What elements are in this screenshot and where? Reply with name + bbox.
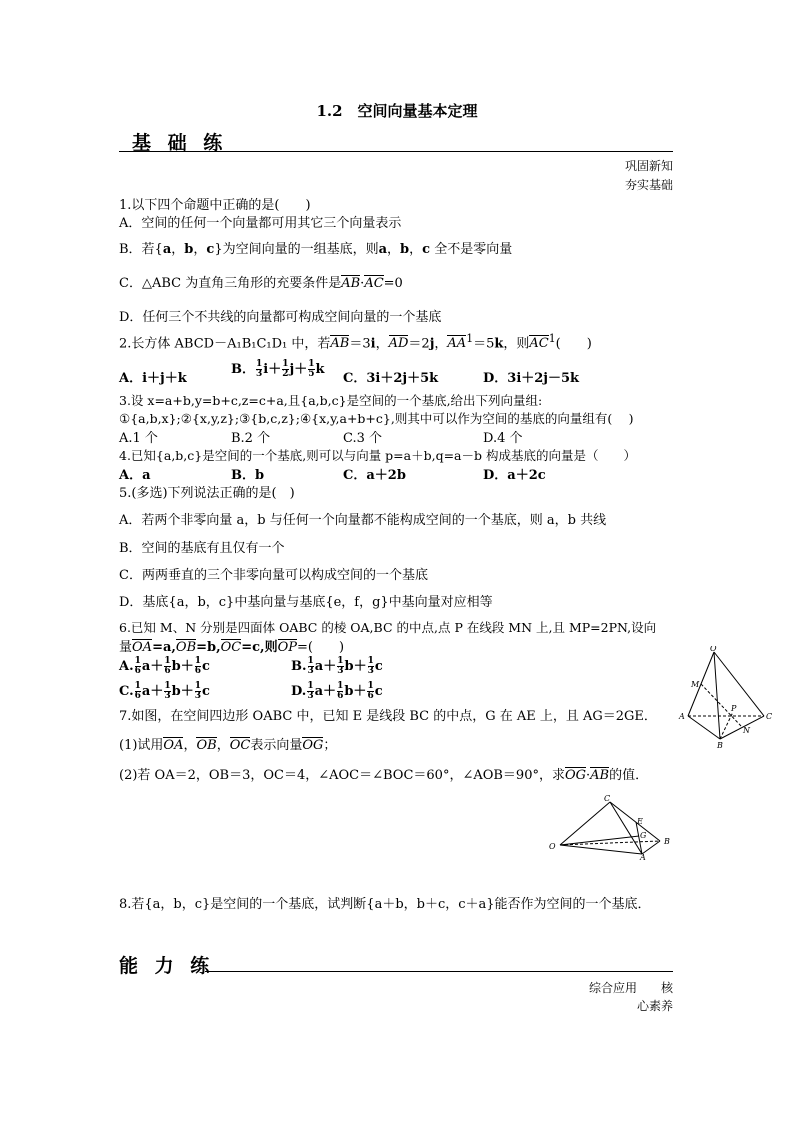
section-heading-basic: 基 础 练 [132,132,228,154]
option-5d: D．基底{a，b，c}中基向量与基底{e，f，g}中基向量对应相等 [119,595,493,610]
option-1d: D．任何三个不共线的向量都可构成空间向量的一个基底 [119,310,442,325]
vertex-label-n: N [743,726,750,735]
option-2d: D．3i＋2j－5k [483,371,580,386]
vertex-label-b: B [717,741,723,750]
option-5b: B．空间的基底有且仅有一个 [119,541,285,556]
option-2a: A．i＋j＋k [119,371,187,386]
option-4a: A．a [119,468,151,483]
option-4d: D．a＋2c [483,468,546,483]
section-note: 巩固新知 [624,159,673,173]
question-3-stem: 3.设 x=a+b,y=b+c,z=c+a,且{a,b,c}是空间的一个基底,给出下列向量组: [119,393,543,408]
option-6b: B. $\frac{1}{3}$ a＋ $\frac{1}{3}$ b＋ $\frac{1}{3}$ c [291,656,383,676]
vertex-label-a: A [679,712,685,721]
vertex-label-b2: B [664,837,670,846]
question-7-part1: (1)试用OA，OB，OC表示向量OG； [119,738,337,753]
vertex-label-a2: A [640,853,646,860]
vertex-label-o2: O [549,842,556,851]
question-3-items: ①{a,b,x};②{x,y,z};③{b,c,z};④{x,y,a+b+c},则其中可以作为空间的基底的向量组有( ) [119,411,634,426]
section-note: 综合应用 核 [588,981,673,995]
question-7-part2: (2)若 OA＝2，OB＝3，OC＝4，∠AOC＝∠BOC＝60°，∠AOB＝90°，求OG·AB的值． [119,768,649,783]
vertex-label-e: E [637,817,643,826]
question-6-line1: 6.已知 M、N 分别是四面体 OABC 的棱 OA,BC 的中点,点 P 在线段 MN 上,且 MP=2PN,设向 [119,620,657,635]
option-4b: B．b [231,468,265,483]
space-quadrilateral-figure [544,792,682,860]
question-1-stem: 1.以下四个命题中正确的是( ) [119,198,311,213]
vertex-label-m: M [691,680,700,689]
option-1b: B．若{a，b，c}为空间向量的一组基底，则a，b，c 全不是零向量 [119,242,513,257]
option-2b: B． $\frac{1}{3}$ i＋ $\frac{1}{2}$ j＋ $\frac{1}{5}$ k [231,359,325,379]
section-heading-ability: 能 力 练 [119,955,215,977]
question-5-stem: 5.(多选)下列说法正确的是( ) [119,486,295,501]
question-6-line2: 量OA=a,OB=b,OC=c,则OP=( ) [119,640,345,655]
option-5c: C．两两垂直的三个非零向量可以构成空间的一个基底 [119,568,428,583]
vertex-label-g: G [640,831,647,840]
option-6d: D. $\frac{1}{3}$ a＋ $\frac{1}{6}$ b＋ $\frac{1}{6}$ c [291,681,383,701]
option-1c: C．△ABC 为直角三角形的充要条件是AB·AC=0 [119,276,403,291]
vertex-label-o: O [710,646,717,653]
question-8: 8.若{a，b，c}是空间的一个基底，试判断{a＋b，b＋c，c＋a}能否作为空间的一个基底． [119,897,651,912]
option-3b: B.2 个 [231,431,271,446]
option-4c: C．a＋2b [343,468,406,483]
option-3d: D.4 个 [483,431,523,446]
option-2c: C．3i＋2j＋5k [343,371,439,386]
question-4-stem: 4.已知{a,b,c}是空间的一个基底,则可以与向量 p=a＋b,q=a－b 构成基底的向量是（ ） [119,448,636,463]
question-2-stem: 2.长方体 ABCD－A₁B₁C₁D₁ 中，若AB＝3i，AD＝2j，$AA^1=5k$，则$AC^1$( ) [119,332,592,352]
section-note: 夯实基础 [624,178,673,192]
vertex-label-c: C [766,712,773,721]
question-7-line1: 7.如图，在空间四边形 OABC 中，已知 E 是线段 BC 的中点，G 在 AE 上，且 AG＝2GE． [119,709,657,724]
option-3c: C.3 个 [343,431,383,446]
option-1a: A．空间的任何一个向量都可用其它三个向量表示 [119,216,402,231]
section-note: 心素养 [636,999,673,1013]
option-3a: A.1 个 [119,431,158,446]
option-5a: A．若两个非零向量 a，b 与任何一个向量都不能构成空间的一个基底，则 a，b 共线 [119,513,607,528]
option-6c: C. $\frac{1}{6}$ a＋ $\frac{1}{3}$ b＋ $\frac{1}{3}$ c [119,681,210,701]
option-6a: A. $\frac{1}{6}$ a＋ $\frac{1}{6}$ b＋ $\frac{1}{6}$ c [119,656,210,676]
tetrahedron-figure [676,646,780,750]
section-divider [119,151,673,152]
page-title: 1.2 空间向量基本定理 [316,102,478,120]
vertex-label-p: P [731,704,737,713]
section-divider [205,971,673,972]
vertex-label-c2: C [604,794,611,803]
